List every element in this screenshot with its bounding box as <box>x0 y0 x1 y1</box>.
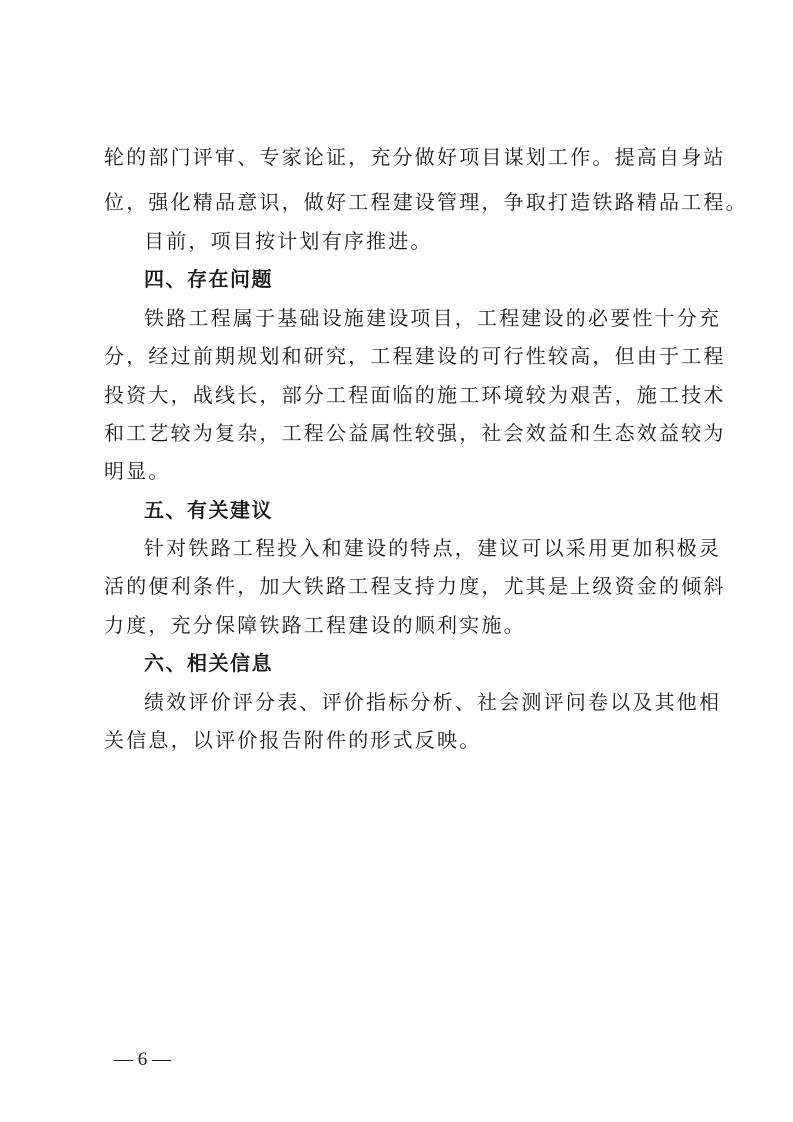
paragraph-line: 针对铁路工程投入和建设的特点，建议可以采用更加积极灵 <box>144 536 722 560</box>
paragraph-line: 明显。 <box>104 459 171 483</box>
paragraph-line: 力度，充分保障铁路工程建设的顺利实施。 <box>104 613 526 637</box>
paragraph-line: 绩效评价评分表、评价指标分析、社会测评问卷以及其他相 <box>144 690 722 714</box>
section-heading-suggestions: 五、有关建议 <box>144 498 273 522</box>
paragraph-line: 投资大，战线长，部分工程面临的施工环境较为艰苦，施工技术 <box>104 383 726 407</box>
paragraph-line: 分，经过前期规划和研究，工程建设的可行性较高，但由于工程 <box>104 344 726 368</box>
paragraph-line: 目前，项目按计划有序推进。 <box>144 229 433 253</box>
paragraph-line: 位，强化精品意识，做好工程建设管理，争取打造铁路精品工程。 <box>104 190 748 214</box>
page-number: — 6 — <box>114 1049 171 1070</box>
paragraph-line: 关信息，以评价报告附件的形式反映。 <box>104 728 482 752</box>
paragraph-line: 铁路工程属于基础设施建设项目，工程建设的必要性十分充 <box>144 306 722 330</box>
section-heading-problems: 四、存在问题 <box>144 267 273 291</box>
section-heading-related-info: 六、相关信息 <box>144 651 273 675</box>
paragraph-line: 和工艺较为复杂，工程公益属性较强，社会效益和生态效益较为 <box>104 421 726 445</box>
paragraph-line: 活的便利条件，加大铁路工程支持力度，尤其是上级资金的倾斜 <box>104 574 726 598</box>
paragraph-line: 轮的部门评审、专家论证，充分做好项目谋划工作。提高自身站 <box>104 145 726 169</box>
